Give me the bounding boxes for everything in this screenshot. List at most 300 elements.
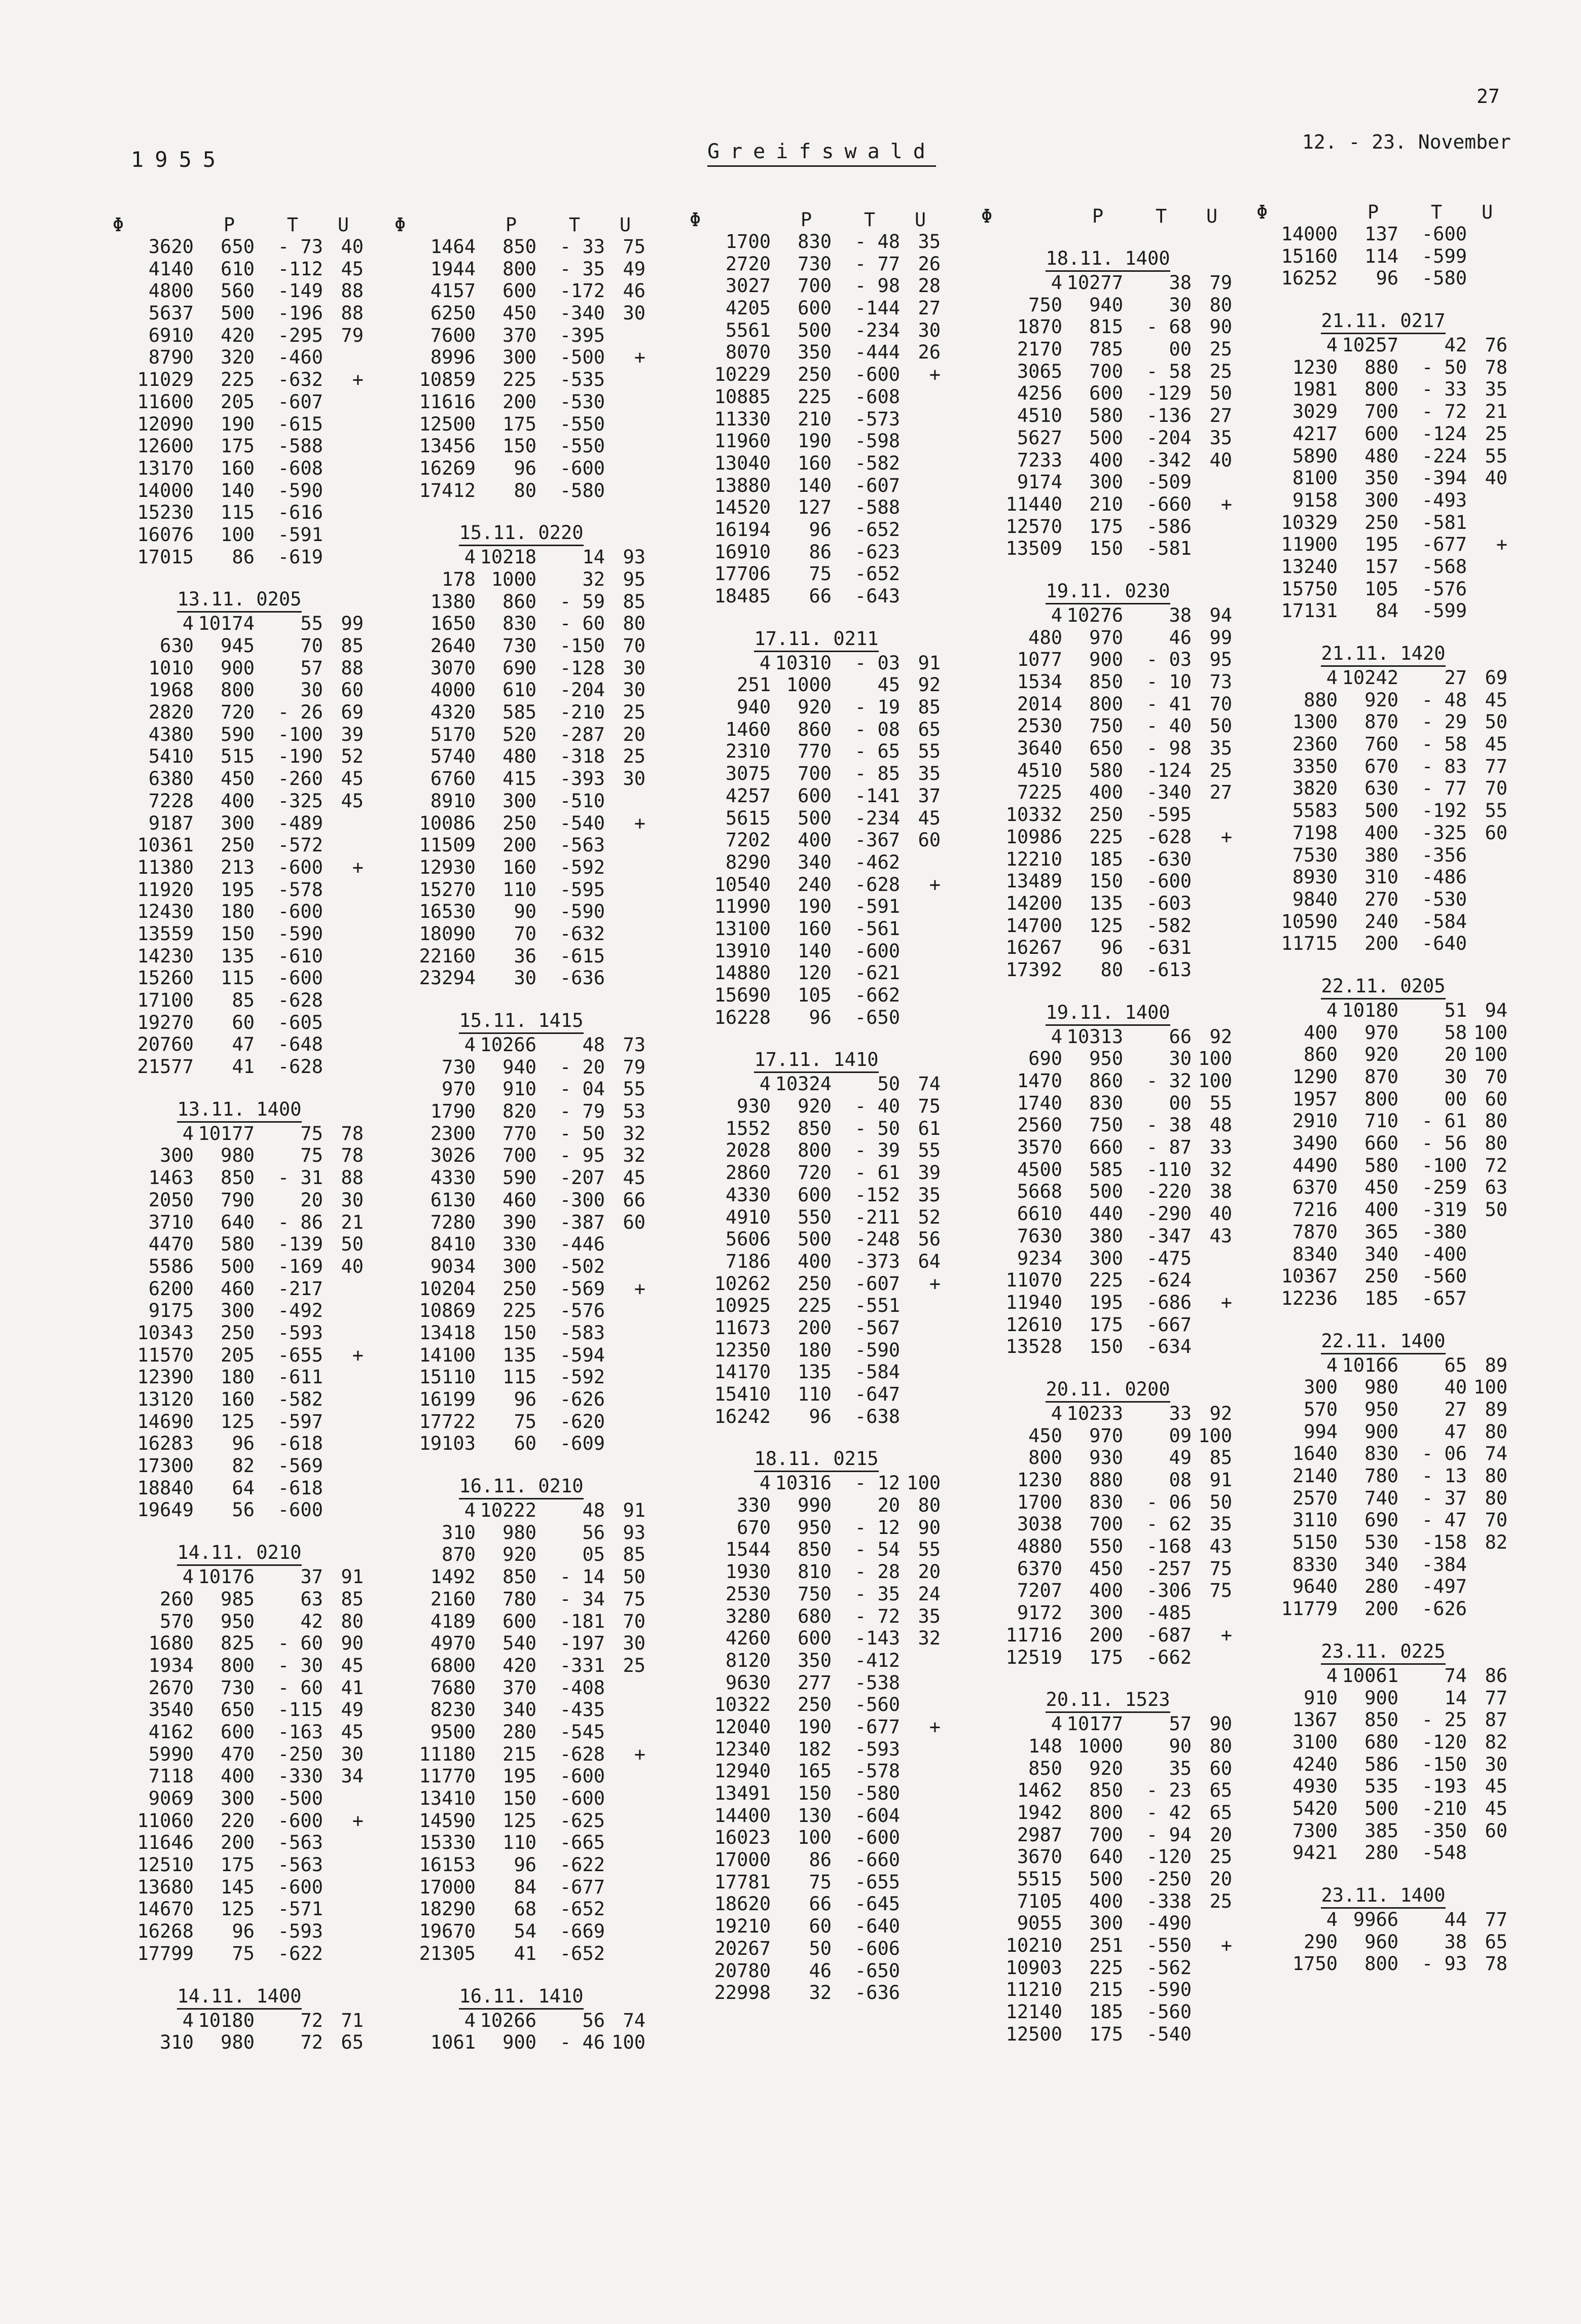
cell-u — [1192, 959, 1232, 981]
cell-phi: 15410 — [714, 1383, 771, 1405]
cell-p: 540 — [502, 1632, 536, 1655]
table-row — [690, 1073, 974, 1095]
table-row — [1256, 356, 1540, 379]
cell-u — [1467, 888, 1507, 911]
table-row — [981, 781, 1265, 804]
cell-u — [605, 1322, 645, 1344]
cell-t: -572 — [277, 834, 323, 856]
cell-u — [605, 1765, 645, 1787]
cell-t: -578 — [277, 878, 323, 901]
cell-t: -234 — [854, 319, 900, 341]
cell-phi: 17000 — [714, 1849, 771, 1871]
cell-t: 46 — [1169, 626, 1192, 649]
cell-phi: 8330 — [1292, 1553, 1338, 1576]
cell-u: 50 — [1209, 1491, 1232, 1513]
cell-u: 32 — [918, 1627, 941, 1650]
cell-u: 100 — [1474, 1021, 1507, 1044]
sounding-date-time: 22.11. 0205 — [1321, 975, 1445, 999]
table-row — [394, 1832, 678, 1854]
cell-t: - 73 — [277, 236, 323, 258]
cell-u — [323, 1499, 364, 1521]
cell-t: -124 — [1146, 759, 1192, 781]
sounding-block — [981, 981, 1265, 1358]
cell-u — [900, 1295, 941, 1317]
cell-p: 800 — [221, 679, 255, 701]
cell-u — [323, 1322, 364, 1344]
cell-phi: 2640 — [430, 635, 476, 657]
table-row — [690, 1627, 974, 1650]
cell-p: 400 — [1089, 781, 1123, 804]
cell-u — [605, 901, 645, 923]
cell-phi: 2310 — [725, 740, 771, 763]
cell-phi: 880 — [1304, 689, 1338, 711]
cell-u — [323, 923, 364, 945]
cell-t: -100 — [1421, 1154, 1467, 1176]
table-row — [113, 1256, 397, 1278]
cell-p: 600 — [221, 1721, 255, 1743]
table-row — [113, 1388, 397, 1411]
cell-phi: 6130 — [430, 1189, 476, 1211]
cell-u — [1192, 804, 1232, 826]
cell-t: 37 — [300, 1566, 323, 1588]
cell-u: 38 — [1209, 1181, 1232, 1203]
cell-p: 41 — [232, 1056, 255, 1078]
cell-phi: 11210 — [1005, 1979, 1062, 2001]
cell-p: 880 — [1364, 356, 1398, 378]
cell-t: - 58 — [1146, 360, 1192, 382]
cell-t: -306 — [1146, 1580, 1192, 1602]
cell-p: 10316 — [775, 1472, 832, 1494]
cell-phi: 3570 — [1017, 1136, 1062, 1159]
table-row — [981, 1159, 1265, 1181]
table-row — [690, 1517, 974, 1539]
cell-t: -540 — [559, 812, 605, 834]
cell-u: 95 — [1209, 649, 1232, 671]
table-row — [113, 901, 397, 923]
cell-phi: 17015 — [137, 546, 194, 568]
cell-p: 700 — [1089, 360, 1123, 382]
cell-u: 30 — [341, 1189, 364, 1211]
cell-phi: 5561 — [725, 319, 771, 341]
cell-t: 65 — [1444, 1354, 1467, 1376]
table-row — [394, 1677, 678, 1699]
cell-phi: 11646 — [137, 1832, 194, 1854]
table-row — [113, 1765, 397, 1787]
table-row — [690, 652, 974, 674]
cell-p: 175 — [1089, 1646, 1123, 1668]
table-row — [394, 768, 678, 790]
cell-u: 26 — [918, 341, 941, 364]
table-row — [1256, 1709, 1540, 1731]
cell-t: 45 — [877, 674, 900, 696]
cell-u: 99 — [341, 613, 364, 635]
cell-t: - 68 — [1146, 316, 1192, 338]
table-row — [1256, 1022, 1540, 1044]
cell-t: -662 — [1146, 1646, 1192, 1668]
table-row — [1256, 1443, 1540, 1465]
cell-t: 56 — [582, 1521, 605, 1544]
cell-p: 80 — [1100, 958, 1123, 981]
table-row — [690, 696, 974, 719]
table-row — [113, 834, 397, 856]
cell-u: 60 — [1209, 1757, 1232, 1779]
cell-t: -400 — [1421, 1243, 1467, 1265]
table-row — [394, 1056, 678, 1079]
cell-p: 690 — [1364, 1509, 1398, 1531]
table-row — [1256, 689, 1540, 711]
cell-u: 70 — [1485, 1066, 1507, 1088]
cell-phi: 3820 — [1292, 777, 1338, 800]
cell-t: -150 — [559, 635, 605, 657]
cell-phi: 400 — [1304, 1021, 1338, 1044]
table-row — [113, 2010, 397, 2032]
table-row — [113, 1300, 397, 1322]
cell-t: -677 — [1421, 533, 1467, 556]
cell-p: 180 — [221, 1366, 255, 1388]
table-row — [394, 790, 678, 812]
cell-p: 10277 — [1066, 272, 1123, 294]
cell-p: 790 — [221, 1189, 255, 1211]
table-row — [394, 369, 678, 391]
cell-phi: 4 — [182, 2009, 194, 2031]
cell-phi: 1640 — [1292, 1443, 1338, 1465]
cell-p: 470 — [221, 1743, 255, 1765]
cell-u — [1467, 245, 1507, 268]
table-row — [113, 280, 397, 302]
cell-t: -568 — [1421, 555, 1467, 578]
cell-t: 75 — [300, 1145, 323, 1167]
cell-p: 530 — [1364, 1531, 1398, 1554]
cell-t: - 32 — [1146, 1070, 1192, 1092]
cell-p: 96 — [809, 518, 832, 541]
cell-phi: 5990 — [148, 1743, 194, 1765]
cell-phi: 23294 — [419, 967, 476, 989]
cell-p: 200 — [1089, 1624, 1123, 1646]
table-row — [981, 382, 1265, 405]
cell-p: 250 — [798, 1694, 832, 1716]
table-row — [1256, 733, 1540, 756]
cell-p: 66 — [809, 1893, 832, 1915]
table-row — [394, 657, 678, 680]
cell-u — [605, 1233, 645, 1256]
cell-p: 10174 — [198, 613, 255, 635]
cell-phi: 21577 — [137, 1056, 194, 1078]
header-phi: Φ — [113, 214, 124, 236]
cell-p: 600 — [502, 1610, 536, 1632]
cell-p: 350 — [1364, 467, 1398, 489]
cell-phi: 15270 — [419, 878, 476, 901]
cell-t: - 50 — [854, 1117, 900, 1139]
sounding-title — [394, 1455, 678, 1499]
cell-u — [900, 1738, 941, 1761]
cell-p: 830 — [1364, 1443, 1398, 1465]
table-row — [981, 493, 1265, 516]
cell-t: -550 — [559, 413, 605, 435]
cell-t: -655 — [277, 1344, 323, 1366]
cell-p: 96 — [1100, 937, 1123, 959]
cell-t: -530 — [559, 390, 605, 413]
table-row — [113, 812, 397, 835]
table-row — [690, 1938, 974, 1960]
cell-p: 200 — [502, 834, 536, 856]
cell-p: 190 — [798, 430, 832, 452]
table-row — [690, 364, 974, 386]
sounding-block — [1256, 223, 1540, 290]
cell-phi: 10540 — [714, 873, 771, 896]
cell-p: 500 — [798, 319, 832, 341]
cell-t: 20 — [1444, 1044, 1467, 1066]
cell-phi: 1981 — [1292, 378, 1338, 401]
cell-p: 70 — [514, 922, 536, 945]
cell-phi: 13880 — [714, 474, 771, 496]
table-row — [113, 1433, 397, 1455]
cell-p: 10222 — [480, 1499, 536, 1522]
table-row — [394, 1611, 678, 1633]
cell-t: - 34 — [559, 1588, 605, 1610]
cell-p: 800 — [798, 1139, 832, 1162]
cell-u: 40 — [341, 1255, 364, 1277]
cell-t: - 46 — [559, 2031, 605, 2054]
cell-u: 45 — [341, 768, 364, 790]
cell-phi: 11900 — [1281, 533, 1338, 556]
cell-t: -497 — [1421, 1576, 1467, 1598]
table-row — [113, 1012, 397, 1034]
cell-p: 700 — [1089, 1824, 1123, 1846]
table-row — [113, 346, 397, 369]
cell-p: 47 — [232, 1033, 255, 1056]
cell-p: 460 — [502, 1189, 536, 1211]
cell-phi: 310 — [160, 2031, 194, 2054]
cell-phi: 12510 — [137, 1854, 194, 1876]
cell-u: 91 — [341, 1566, 364, 1588]
cell-t: -115 — [277, 1699, 323, 1721]
cell-p: 400 — [798, 829, 832, 851]
cell-p: 830 — [502, 613, 536, 635]
cell-u: 70 — [1485, 777, 1507, 800]
table-row — [690, 496, 974, 519]
cell-t: 44 — [1444, 1909, 1467, 1930]
header-u: U — [1481, 201, 1493, 223]
cell-p: 535 — [1364, 1775, 1398, 1798]
cell-p: 850 — [502, 1566, 536, 1588]
cell-u: 27 — [918, 297, 941, 319]
cell-u: 55 — [918, 740, 941, 763]
cell-t: -197 — [559, 1632, 605, 1655]
cell-u — [605, 1699, 645, 1721]
cell-p: 96 — [809, 1405, 832, 1427]
table-row — [113, 1611, 397, 1633]
table-row — [113, 1322, 397, 1344]
cell-phi: 15110 — [419, 1366, 476, 1388]
cell-t: -248 — [854, 1228, 900, 1250]
cell-t: - 14 — [559, 1566, 605, 1588]
table-row — [394, 1034, 678, 1056]
table-row — [113, 613, 397, 635]
sounding-title — [113, 568, 397, 613]
cell-u: 78 — [1485, 1953, 1507, 1975]
cell-t: -632 — [277, 369, 323, 391]
cell-u — [1467, 512, 1507, 534]
cell-p: 700 — [1089, 1513, 1123, 1535]
table-row — [981, 1602, 1265, 1624]
sounding-date-time: 13.11. 1400 — [177, 1098, 301, 1123]
table-row — [690, 386, 974, 408]
cell-p: 150 — [1089, 870, 1123, 892]
cell-u: 65 — [1209, 1801, 1232, 1824]
cell-u — [1192, 538, 1232, 560]
cell-p: 225 — [1089, 1269, 1123, 1292]
cell-p: 300 — [1089, 471, 1123, 493]
cell-phi: 13410 — [419, 1787, 476, 1809]
cell-phi: 10361 — [137, 834, 194, 856]
cell-p: 770 — [502, 1122, 536, 1145]
cell-p: 300 — [502, 1255, 536, 1277]
cell-phi: 730 — [442, 1056, 476, 1078]
cell-u: 80 — [1485, 1110, 1507, 1132]
cell-u — [1192, 2023, 1232, 2046]
cell-phi: 10086 — [419, 812, 476, 834]
table-row — [981, 1735, 1265, 1758]
table-row — [981, 1868, 1265, 1890]
cell-phi: 4217 — [1292, 422, 1338, 445]
cell-t: -490 — [1146, 1912, 1192, 1935]
cell-t: -581 — [1146, 538, 1192, 560]
cell-u: 100 — [1198, 1048, 1232, 1070]
cell-p: 985 — [221, 1588, 255, 1610]
cell-p: 440 — [1089, 1203, 1123, 1225]
cell-p: 180 — [221, 901, 255, 923]
table-row — [113, 1810, 397, 1832]
cell-phi: 4510 — [1017, 759, 1062, 781]
cell-u — [900, 1406, 941, 1428]
cell-t: 30 — [1169, 1048, 1192, 1070]
table-row — [1256, 1354, 1540, 1377]
cell-t: - 20 — [559, 1056, 605, 1078]
cell-t: -257 — [1146, 1557, 1192, 1580]
table-row — [1256, 1066, 1540, 1088]
cell-t: 50 — [877, 1073, 900, 1095]
table-row — [690, 851, 974, 874]
cell-phi: 10262 — [714, 1272, 771, 1295]
table-row — [981, 1026, 1265, 1048]
cell-t: -609 — [559, 1433, 605, 1455]
table-row — [394, 391, 678, 413]
cell-p: 820 — [502, 1100, 536, 1123]
cell-t: -563 — [559, 834, 605, 856]
cell-phi: 1968 — [148, 679, 194, 701]
table-row — [1256, 777, 1540, 800]
cell-t: -217 — [277, 1277, 323, 1300]
cell-t: -330 — [277, 1765, 323, 1787]
cell-phi: 12940 — [714, 1760, 771, 1782]
table-row — [394, 546, 678, 568]
cell-u: 80 — [623, 613, 645, 635]
cell-t: -608 — [854, 385, 900, 408]
cell-p: 850 — [798, 1117, 832, 1139]
cell-t: 08 — [1169, 1469, 1192, 1491]
cell-u: + — [634, 812, 645, 834]
cell-p: 680 — [1364, 1731, 1398, 1753]
table-row — [394, 346, 678, 369]
cell-u — [323, 502, 364, 524]
cell-phi: 16252 — [1281, 267, 1338, 290]
cell-p: 200 — [502, 390, 536, 413]
cell-u: 75 — [1209, 1580, 1232, 1602]
cell-t: -350 — [1421, 1819, 1467, 1842]
sounding-date-time: 19.11. 1400 — [1046, 1002, 1170, 1026]
cell-phi: 18840 — [137, 1477, 194, 1499]
cell-t: -626 — [1421, 1598, 1467, 1620]
table-row — [1256, 1531, 1540, 1554]
cell-phi: 1077 — [1017, 649, 1062, 671]
cell-p: 10257 — [1342, 334, 1398, 356]
sounding-title — [113, 1078, 397, 1123]
cell-u — [323, 967, 364, 989]
cell-phi: 16267 — [1005, 937, 1062, 959]
table-row — [690, 1095, 974, 1118]
cell-u: 52 — [918, 1206, 941, 1228]
cell-phi: 16910 — [714, 541, 771, 563]
cell-phi: 9840 — [1292, 888, 1338, 910]
cell-p: 945 — [221, 635, 255, 657]
cell-p: 10176 — [198, 1566, 255, 1588]
cell-u: 20 — [623, 723, 645, 745]
cell-t: -611 — [277, 1366, 323, 1388]
cell-p: 225 — [798, 1295, 832, 1317]
table-row — [394, 945, 678, 968]
table-row — [394, 967, 678, 989]
cell-p: 900 — [1364, 1687, 1398, 1709]
cell-u: 21 — [341, 1211, 364, 1233]
cell-u — [900, 896, 941, 918]
cell-t: - 95 — [559, 1145, 605, 1167]
cell-t: -600 — [854, 1827, 900, 1849]
cell-phi: 17706 — [714, 563, 771, 585]
sounding-date-time: 23.11. 1400 — [1321, 1884, 1445, 1909]
table-row — [981, 272, 1265, 294]
cell-phi: 4500 — [1017, 1158, 1062, 1181]
cell-p: 800 — [1089, 693, 1123, 715]
cell-u: 91 — [1209, 1469, 1232, 1491]
cell-t: - 37 — [1421, 1487, 1467, 1509]
cell-u: 88 — [341, 657, 364, 679]
cell-t: -613 — [1146, 958, 1192, 981]
cell-u — [900, 496, 941, 519]
cell-p: 110 — [798, 1383, 832, 1405]
cell-t: - 87 — [1146, 1136, 1192, 1159]
cell-t: -660 — [854, 1849, 900, 1871]
cell-t: -192 — [1421, 800, 1467, 822]
cell-p: 785 — [1089, 338, 1123, 361]
cell-phi: 15160 — [1281, 245, 1338, 267]
cell-p: 300 — [221, 1300, 255, 1322]
cell-phi: 12090 — [137, 413, 194, 435]
cell-u — [605, 1854, 645, 1876]
cell-p: 10061 — [1342, 1664, 1398, 1687]
cell-u: 79 — [623, 1056, 645, 1078]
cell-t: -621 — [854, 962, 900, 984]
cell-p: 300 — [1364, 489, 1398, 511]
cell-t: -250 — [277, 1743, 323, 1765]
cell-p: 950 — [1364, 1398, 1398, 1420]
table-row — [394, 1898, 678, 1920]
cell-phi: 4 — [464, 1499, 476, 1522]
table-row — [981, 604, 1265, 627]
table-row — [1256, 1931, 1540, 1953]
cell-t: -152 — [854, 1184, 900, 1206]
cell-u — [605, 435, 645, 457]
cell-p: 340 — [502, 1699, 536, 1721]
